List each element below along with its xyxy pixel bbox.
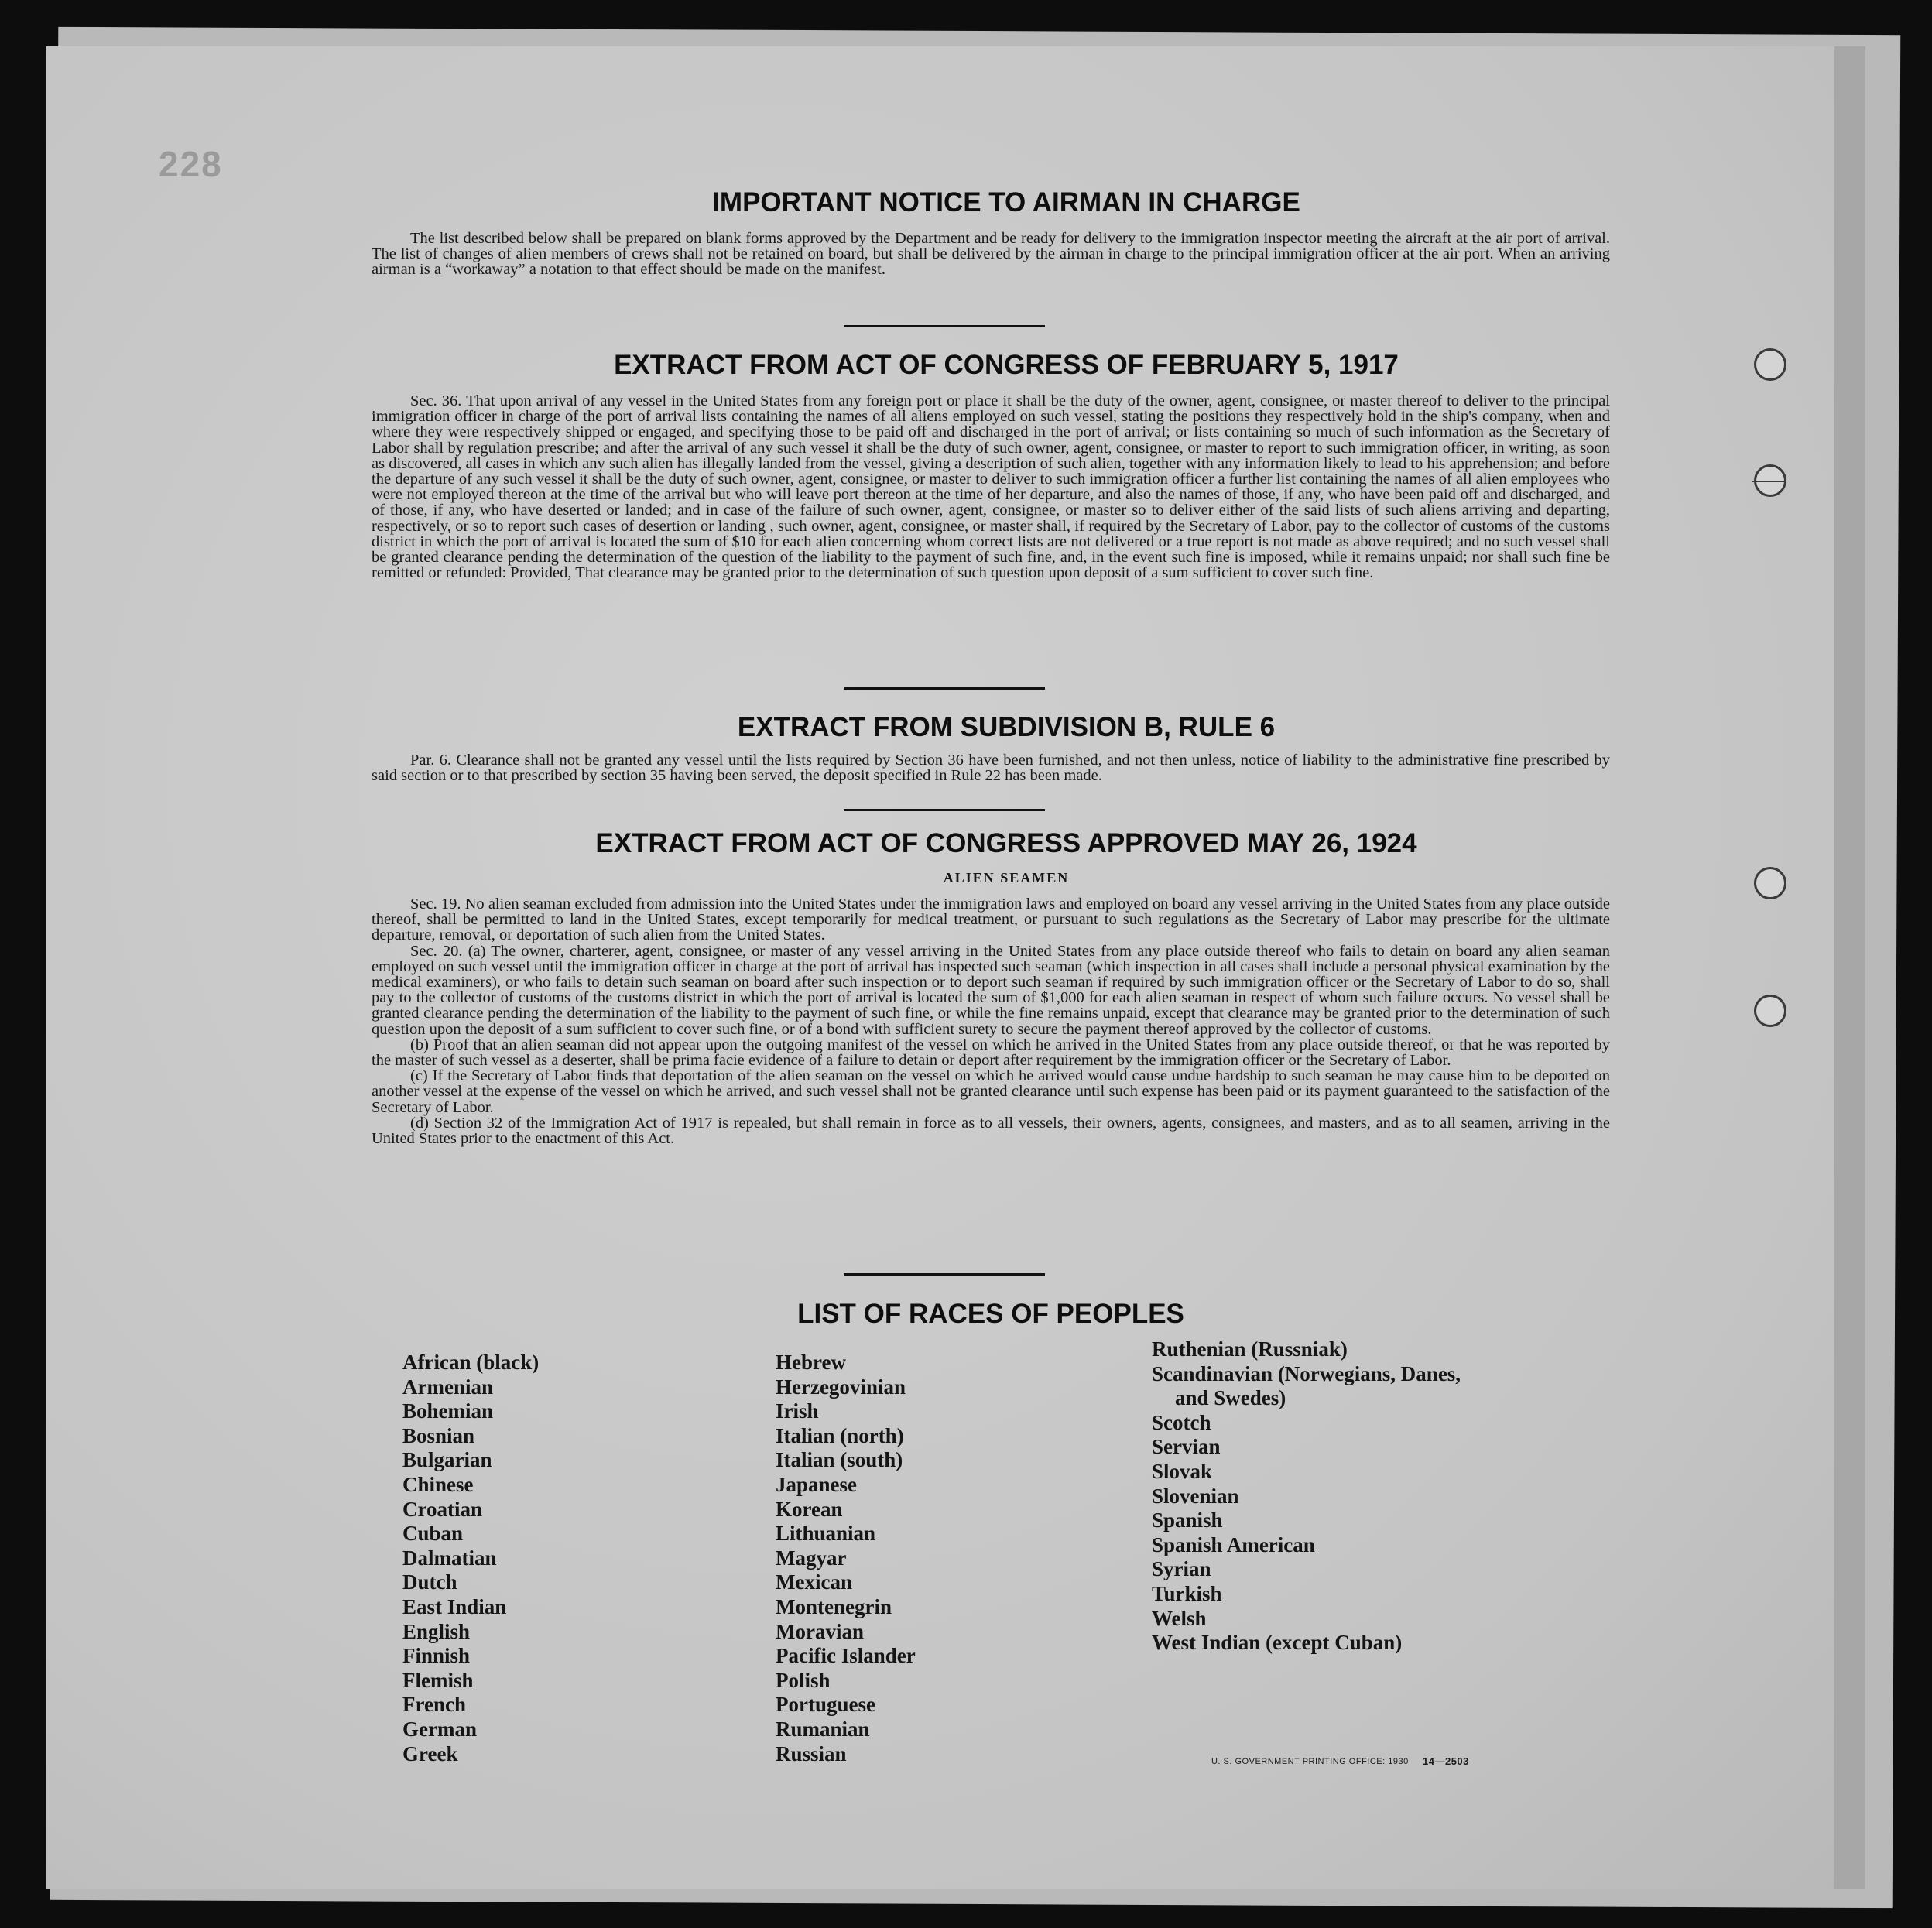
notice-paragraph: The list described below shall be prepared on blank forms approved by the Department and be ready for delivery to the immigration inspector meeting the aircraft at the air port of arrival. The list of changes of alien members of crews shall not be retained on board, but shall be delivered by the airman in charge to the principal immigration officer at the air port. When an arriving airman is a “workaway” a notation to that effect should be made on the manifest.	[372, 230, 1610, 279]
race-item: Italian (north)	[776, 1423, 904, 1447]
printer-imprint: U. S. GOVERNMENT PRINTING OFFICE: 1930	[1211, 1757, 1409, 1766]
race-item: Lithuanian	[776, 1522, 876, 1546]
binder-hole	[1754, 995, 1786, 1027]
race-item: German	[402, 1717, 477, 1741]
race-item: Rumanian	[776, 1717, 870, 1741]
race-item: East Indian	[402, 1594, 507, 1618]
race-item: Dalmatian	[402, 1546, 497, 1570]
race-item: Korean	[776, 1497, 843, 1521]
act-1917-title: EXTRACT FROM ACT OF CONGRESS OF FEBRUARY 5, 1917	[614, 350, 1399, 380]
race-item: Turkish	[1152, 1581, 1222, 1605]
race-item: Magyar	[776, 1546, 847, 1570]
races-column-2	[776, 1351, 916, 1766]
race-item: Spanish American	[1152, 1532, 1315, 1556]
race-item: Scandinavian (Norwegians, Danes,	[1152, 1361, 1461, 1385]
sec-20d-paragraph: (d) Section 32 of the Immigration Act of 1917 is repealed, but shall remain in force as to all vessels, their owners, agents, consignees, and masters, and as to all seamen, arriving in the United States prior to the enactment of this Act.	[372, 1114, 1610, 1148]
race-item: French	[402, 1693, 466, 1717]
notice-text	[372, 231, 1610, 278]
rule6-text	[372, 752, 1610, 783]
race-item: Pacific Islander	[776, 1644, 916, 1668]
race-item: Welsh	[1152, 1606, 1207, 1630]
divider	[844, 809, 1045, 811]
race-item: Greek	[402, 1741, 458, 1765]
race-item: Syrian	[1152, 1557, 1211, 1581]
race-item: Irish	[776, 1399, 819, 1423]
document-page	[46, 46, 1858, 1889]
race-item: Scotch	[1152, 1410, 1211, 1434]
divider	[844, 325, 1045, 327]
race-item: Spanish	[1152, 1508, 1223, 1532]
race-item: Russian	[776, 1741, 847, 1765]
race-item: Polish	[776, 1668, 831, 1692]
form-number: 14—2503	[1423, 1755, 1469, 1767]
divider	[844, 1273, 1045, 1276]
race-item: Hebrew	[776, 1351, 846, 1374]
race-item: Bohemian	[402, 1399, 494, 1423]
page-edge	[1834, 46, 1865, 1889]
binder-hole-mark	[1752, 481, 1785, 482]
sec-19-paragraph: Sec. 19. No alien seaman excluded from admission into the United States under the immigration laws and employed on board any vessel arriving in the United States from any place outside thereof, shall be permitted to land in the United States, except temporarily for medical treatment, or pursuant to such regulations as the Secretary of Labor may prescribe for the ultimate departure, removal, or deportation of such alien from the United States.	[372, 896, 1610, 944]
race-item: Cuban	[402, 1522, 464, 1546]
race-item: Bosnian	[402, 1423, 475, 1447]
act-1917-paragraph: Sec. 36. That upon arrival of any vessel in the United States from any foreign port or place it shall be the duty of the owner, agent, consignee, or master thereof to deliver to the principal immigration officer in charge of the port of arrival lists containing the names of all aliens employed on such vessel, stating the positions they respectively hold in the ship's company, when and where they were respectively shipped or engaged, and specifying those to be paid off and discharged in the port of arrival; or lists containing so much of such information as the Secretary of Labor shall by regulation prescribe; and after the arrival of any such vessel it shall be the duty of such owner, agent, consignee, or master to report to such immigration officer, in writing, as soon as discovered, all cases in which any such alien has illegally landed from the vessel, giving a description of such alien, together with any information likely to lead to his apprehension; and before the departure of any such vessel it shall be the duty of such owner, agent, consignee, or master to deliver to such immigration officer a further list containing the names of all alien employees who were not employed thereon at the time of the arrival but who will leave port thereon at the time of her departure, and also the names of those, if any, who have been paid off and discharged, and of those, if any, who have deserted or landed; and in case of the failure of such owner, agent, consignee, or master so to deliver either of the said lists of such aliens arriving and departing, respectively, or so to report such cases of desertion or landing , such owner, agent, consignee, or master shall, if required by the Secretary of Labor, pay to the collector of customs of the customs district in which the port of arrival is located the sum of $10 for each alien concerning whom correct lists are not delivered or a true report is not made as above required; and no such vessel shall be granted clearance pending the determination of the question of the liability to the payment of such fine, and, in the event such fine is imposed, while it remains unpaid; nor shall such fine be remitted or refunded: Provided, That clearance may be granted prior to the determination of such question upon deposit of a sum sufficient to cover such fine.	[372, 392, 1610, 582]
race-item: Croatian	[402, 1497, 483, 1521]
binder-hole	[1754, 348, 1786, 381]
race-item: West Indian (except Cuban)	[1152, 1631, 1403, 1655]
rule6-title: EXTRACT FROM SUBDIVISION B, RULE 6	[737, 712, 1276, 742]
race-item: Ruthenian (Russniak)	[1152, 1337, 1348, 1361]
binder-hole	[1754, 867, 1786, 899]
race-item: Flemish	[402, 1668, 474, 1692]
act-1917-text	[372, 393, 1610, 580]
rule6-paragraph: Par. 6. Clearance shall not be granted any vessel until the lists required by Section 36 have been furnished, and not then unless, notice of liability to the administrative fine prescribed by said section or to that prescribed by section 35 having been served, the deposit specified in Rule 22 has been made.	[372, 752, 1610, 785]
race-item: and Swedes)	[1175, 1386, 1286, 1410]
race-item: Armenian	[402, 1375, 493, 1399]
race-item: Italian (south)	[776, 1448, 903, 1472]
page-number: 228	[159, 144, 223, 184]
race-item: Bulgarian	[402, 1448, 492, 1472]
act-1924-title: EXTRACT FROM ACT OF CONGRESS APPROVED MAY 26, 1924	[595, 828, 1417, 858]
race-item: Portuguese	[776, 1693, 875, 1717]
race-item: Dutch	[402, 1570, 457, 1594]
race-item: Mexican	[776, 1570, 852, 1594]
race-item: Slovenian	[1152, 1484, 1239, 1508]
race-item: African (black)	[402, 1351, 540, 1374]
race-item: Slovak	[1152, 1459, 1213, 1483]
alien-seamen-subtitle: ALIEN SEAMEN	[943, 870, 1070, 885]
races-title: LIST OF RACES OF PEOPLES	[797, 1299, 1184, 1329]
notice-title: IMPORTANT NOTICE TO AIRMAN IN CHARGE	[712, 187, 1300, 217]
sec-20a-paragraph: Sec. 20. (a) The owner, charterer, agent, consignee, or master of any vessel arriving in the United States from any place outside thereof who fails to detain on board any alien seaman employed on such vessel until the immigration officer in charge at the port of arrival has inspected such seaman (which inspection in all cases shall include a personal physical examination by the medical examiners), or who fails to detain such seaman on board after such inspection or to deport such seaman if required by such immigration officer or the Secretary of Labor to do so, shall pay to the collector of customs of the customs district in which the port of arrival is located the sum of $1,000 for each alien seaman in respect of whom such failure occurs. No vessel shall be granted clearance pending the determination of the liability to the payment of such fine, or while the fine remains unpaid, except that clearance may be granted prior to the determination of such question upon the deposit of a sum sufficient to cover such fine, or of a bond with sufficient surety to secure the payment thereof approved by the collector of customs.	[372, 942, 1610, 1038]
race-item: Moravian	[776, 1619, 864, 1643]
race-item: Montenegrin	[776, 1594, 892, 1618]
races-column-3	[1152, 1337, 1461, 1656]
race-item: Chinese	[402, 1472, 474, 1496]
race-item: Servian	[1152, 1435, 1221, 1459]
sec-20c-paragraph: (c) If the Secretary of Labor finds that deportation of the alien seaman on the vessel on which he arrived would cause undue hardship to such seaman he may cause him to be deported on another vessel at the expense of the vessel on which he arrived, and such vessel shall not be granted clearance until such expense has been paid or its payment guaranteed to the satisfaction of the Secretary of Labor.	[372, 1067, 1610, 1116]
races-column-1	[402, 1351, 539, 1766]
race-item: English	[402, 1619, 471, 1643]
act-1924-text	[372, 896, 1610, 1146]
sec-20b-paragraph: (b) Proof that an alien seaman did not appear upon the outgoing manifest of the vessel on which he arrived in the United States from any place outside thereof, or that he was reported by the master of such vessel as a deserter, shall be prima facie evidence of a failure to detain or deport after requirement by the immigration officer or the Secretary of Labor.	[372, 1036, 1610, 1070]
race-item: Finnish	[402, 1644, 471, 1668]
race-item: Herzegovinian	[776, 1375, 906, 1399]
divider	[844, 687, 1045, 690]
race-item: Japanese	[776, 1472, 858, 1496]
